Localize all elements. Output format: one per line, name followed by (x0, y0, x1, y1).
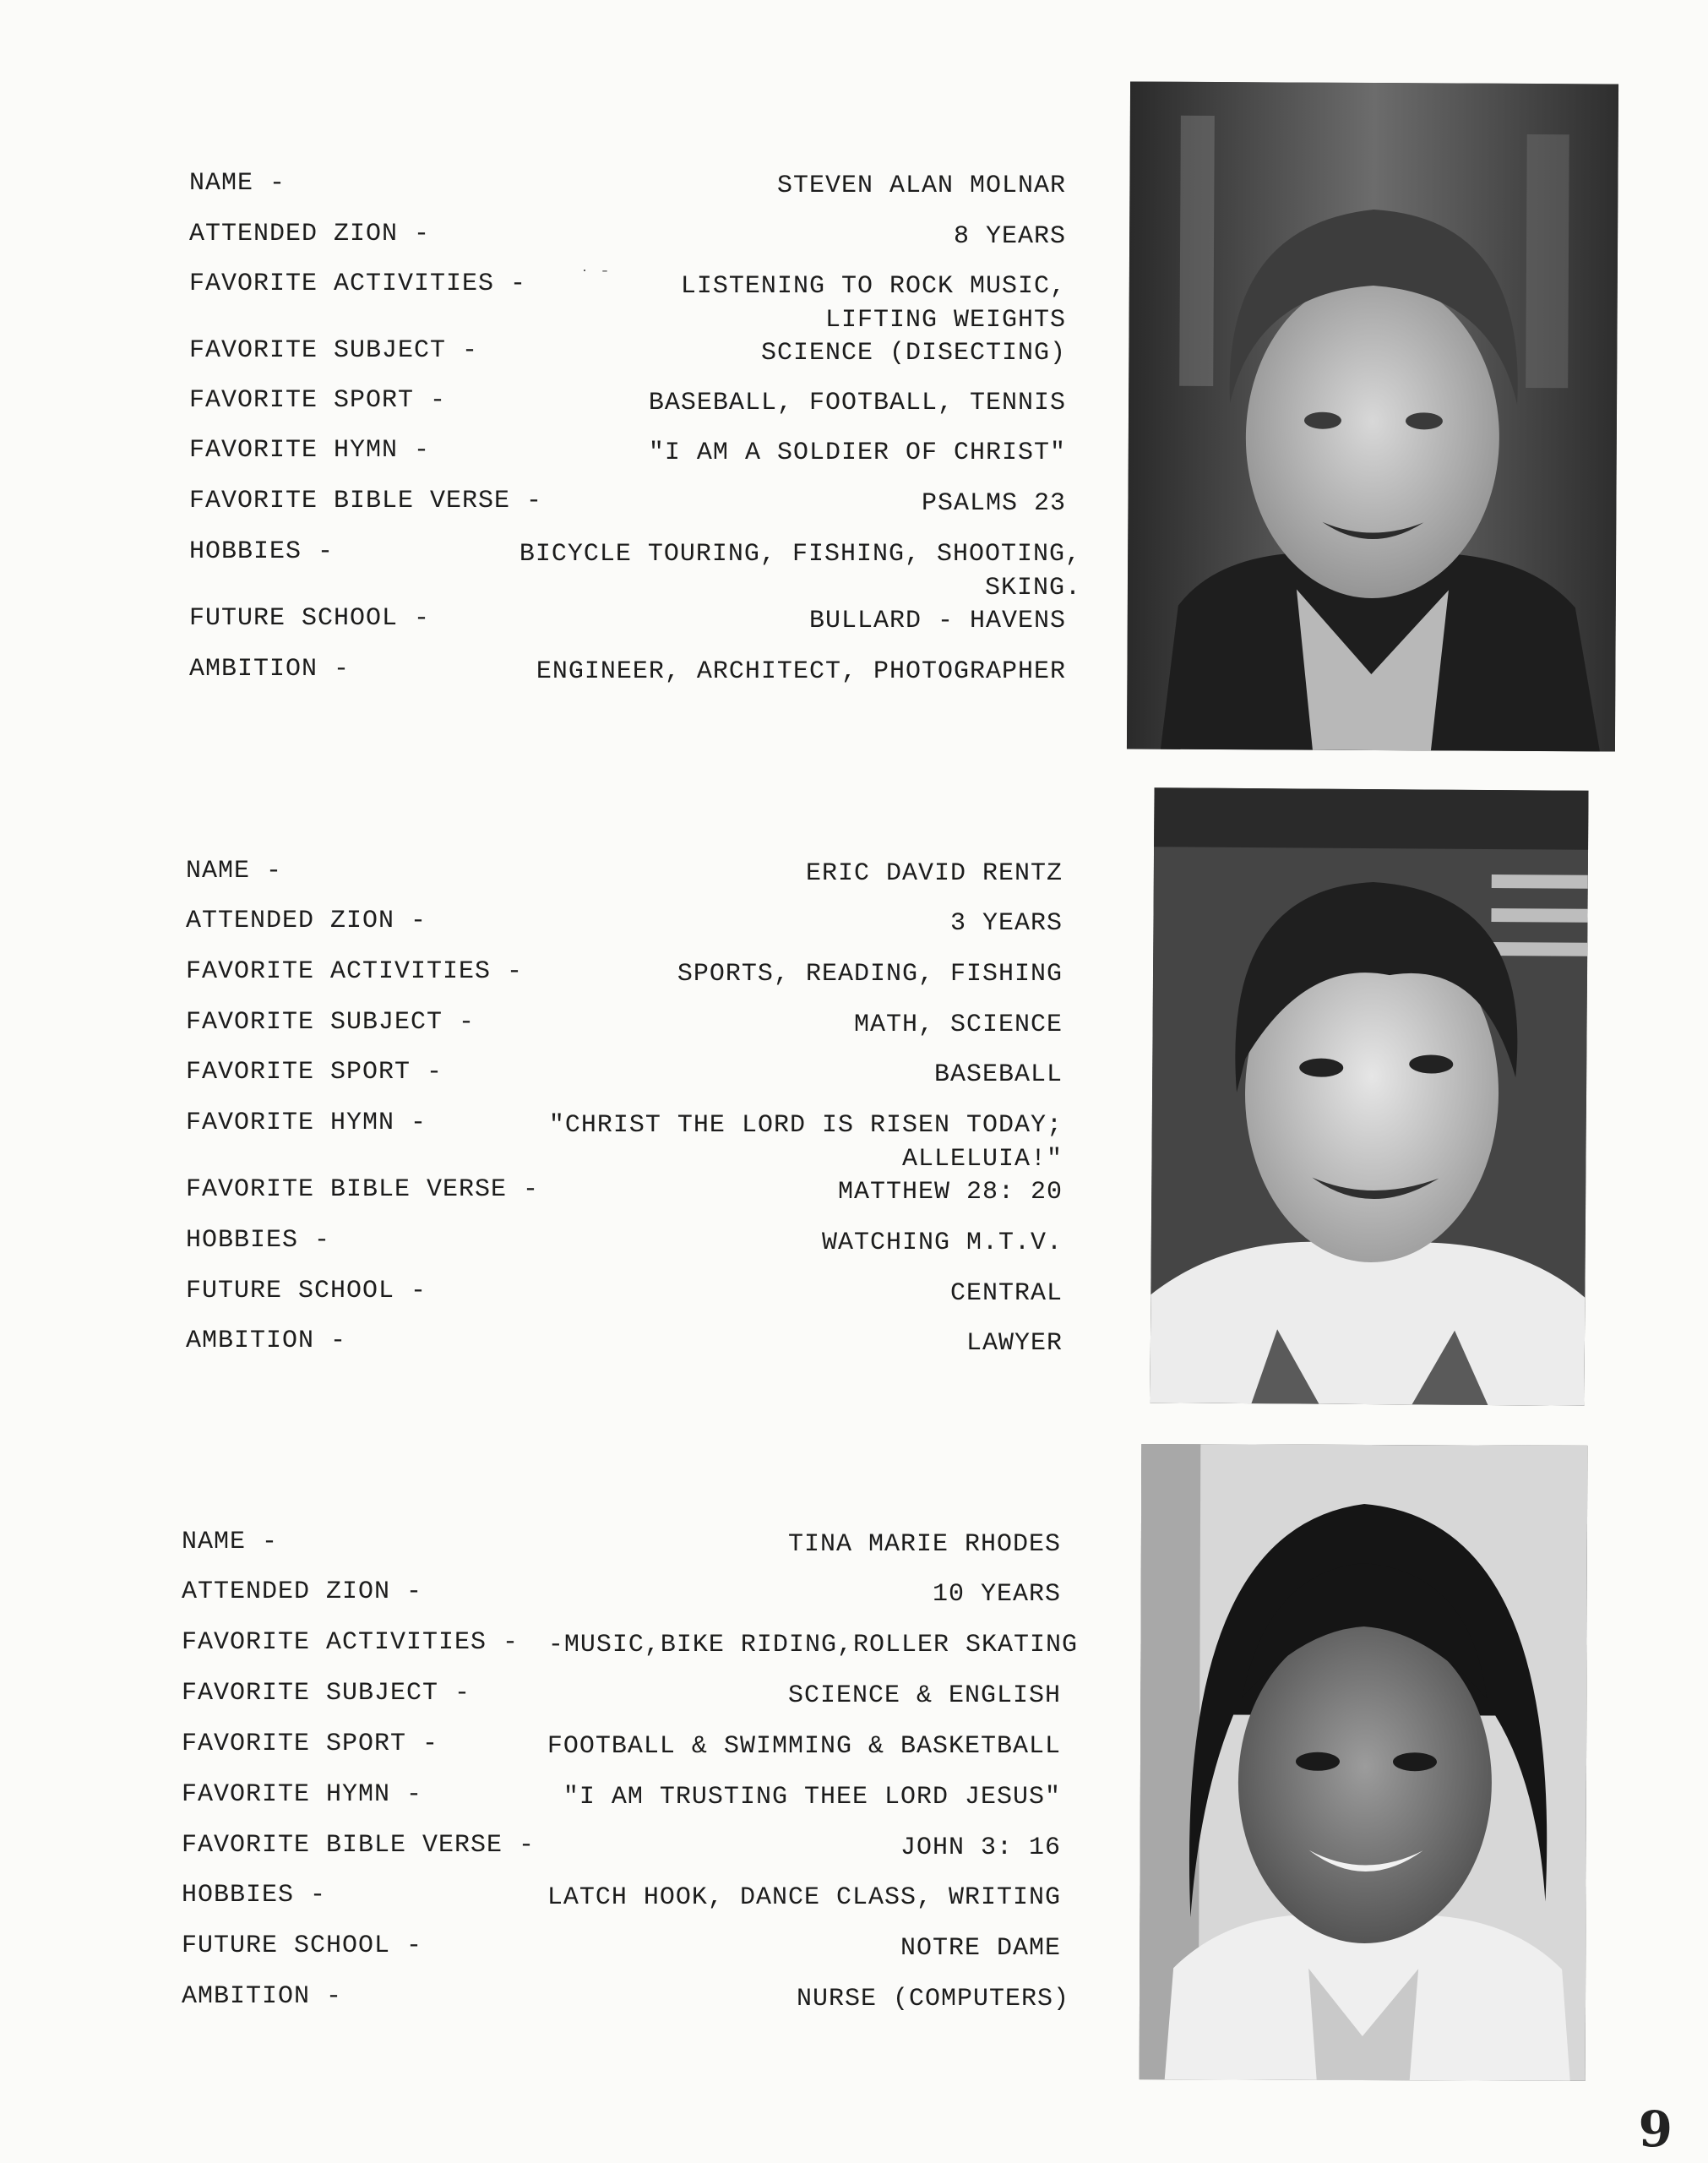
field-label: ATTENDED ZION - (189, 220, 431, 248)
field-label: FUTURE SCHOOL - (186, 1277, 427, 1305)
field-label: ATTENDED ZION - (182, 1577, 423, 1606)
field-label: FAVORITE BIBLE VERSE - (182, 1831, 536, 1860)
field-value: FOOTBALL & SWIMMING & BASKETBALL (547, 1732, 1061, 1761)
field-value: -MUSIC,BIKE RIDING,ROLLER SKATING (547, 1631, 1078, 1659)
page-number: 9 (1638, 2100, 1673, 2158)
field-value: TINA MARIE RHODES (787, 1530, 1061, 1559)
field-value: JOHN 3: 16 (900, 1833, 1061, 1862)
field-label: FAVORITE HYMN - (189, 436, 431, 465)
field-value: ENGINEER, ARCHITECT, PHOTOGRAPHER (536, 657, 1066, 686)
field-label: FUTURE SCHOOL - (189, 604, 431, 633)
field-value: BICYCLE TOURING, FISHING, SHOOTING, SKING. (519, 540, 1081, 602)
field-label: FAVORITE SUBJECT - (182, 1679, 471, 1708)
field-label: NAME - (182, 1528, 279, 1556)
field-label: HOBBIES - (189, 537, 335, 566)
field-value: SCIENCE & ENGLISH (787, 1681, 1061, 1710)
field-value: "CHRIST THE LORD IS RISEN TODAY; ALLELUIA!" (548, 1111, 1063, 1174)
field-label: FAVORITE HYMN - (182, 1780, 423, 1809)
field-label: NAME - (186, 857, 283, 885)
field-value: LAWYER (966, 1329, 1063, 1358)
field-label: AMBITION - (182, 1982, 343, 2011)
field-label: FAVORITE BIBLE VERSE - (186, 1175, 540, 1204)
field-label: FAVORITE ACTIVITIES - (189, 270, 527, 298)
stray-ink-mark: ˙ ˉ (579, 269, 611, 288)
field-label: NAME - (189, 169, 286, 198)
field-value: MATH, SCIENCE (853, 1011, 1063, 1039)
field-label: FAVORITE SPORT - (189, 386, 447, 415)
field-value: "I AM TRUSTING THEE LORD JESUS" (563, 1783, 1061, 1812)
field-label: FUTURE SCHOOL - (182, 1931, 423, 1960)
field-value: LISTENING TO ROCK MUSIC, LIFTING WEIGHTS (680, 272, 1066, 335)
portrait-photo-steven-molnar (1127, 81, 1618, 751)
field-value: PSALMS 23 (921, 489, 1066, 518)
field-value: NURSE (COMPUTERS) (796, 1985, 1069, 2013)
field-value: LATCH HOOK, DANCE CLASS, WRITING (547, 1883, 1061, 1912)
field-value: WATCHING M.T.V. (821, 1229, 1063, 1257)
field-value: MATTHEW 28: 20 (837, 1178, 1063, 1207)
field-label: FAVORITE SPORT - (182, 1730, 439, 1758)
field-value: ERIC DAVID RENTZ (805, 859, 1063, 888)
field-value: SCIENCE (DISECTING) (760, 339, 1066, 368)
field-value: 10 YEARS (932, 1580, 1061, 1609)
field-label: FAVORITE BIBLE VERSE - (189, 487, 543, 515)
field-label: FAVORITE SUBJECT - (189, 336, 479, 365)
field-label: FAVORITE HYMN - (186, 1109, 427, 1137)
portrait-photo-tina-rhodes (1140, 1444, 1588, 2081)
field-value: SPORTS, READING, FISHING (677, 960, 1063, 989)
field-value: 8 YEARS (953, 222, 1066, 251)
field-label: HOBBIES - (186, 1226, 331, 1255)
field-label: AMBITION - (189, 655, 351, 684)
field-label: ATTENDED ZION - (186, 907, 427, 935)
portrait-photo-eric-rentz (1150, 787, 1588, 1406)
field-label: FAVORITE SPORT - (186, 1058, 443, 1087)
field-label: FAVORITE ACTIVITIES - (186, 957, 524, 986)
field-value: CENTRAL (949, 1279, 1063, 1308)
field-label: HOBBIES - (182, 1881, 327, 1910)
field-value: STEVEN ALAN MOLNAR (776, 172, 1066, 200)
field-label: FAVORITE SUBJECT - (186, 1008, 476, 1037)
field-label: AMBITION - (186, 1327, 347, 1355)
field-value: "I AM A SOLDIER OF CHRIST" (648, 439, 1066, 467)
field-label: FAVORITE ACTIVITIES - (182, 1628, 519, 1657)
field-value: NOTRE DAME (900, 1934, 1061, 1963)
field-value: 3 YEARS (949, 909, 1063, 938)
field-value: BULLARD - HAVENS (808, 607, 1066, 635)
field-value: BASEBALL, FOOTBALL, TENNIS (648, 389, 1066, 417)
field-value: BASEBALL (933, 1060, 1063, 1089)
